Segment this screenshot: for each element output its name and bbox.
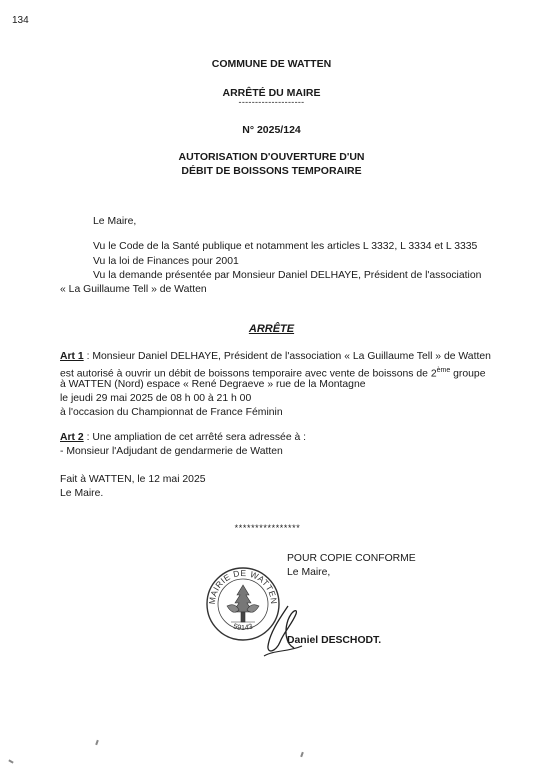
visa-3-line-1: Vu la demande présentée par Monsieur Daniel DELHAYE, Président de l'association	[93, 270, 482, 281]
commune-title: COMMUNE DE WATTEN	[211, 58, 332, 70]
visa-2: Vu la loi de Finances pour 2001	[93, 256, 239, 267]
article-2-label: Art 2	[60, 432, 84, 443]
article-1-text: : Monsieur Daniel DELHAYE, Président de l'association « La Guillaume Tell » de Watten	[83, 351, 491, 362]
article-1-line-2-end: groupe	[450, 368, 486, 380]
article-1-line-5: à l'occasion du Championnat de France Féminin	[60, 407, 283, 418]
article-2-line-2: - Monsieur l'Adjudant de gendarmerie de Watten	[60, 446, 283, 457]
decision-title: ARRÊTE	[248, 323, 295, 335]
mayor-name: Daniel DESCHODT.	[287, 635, 382, 646]
document-type: ARRÊTÉ DU MAIRE	[222, 87, 321, 99]
article-2-text: : Une ampliation de cet arrêté sera adressée à :	[83, 432, 307, 443]
separator-dashes: --------------------	[238, 97, 305, 107]
signatory-title: Le Maire.	[60, 488, 104, 499]
subject-line-1: AUTORISATION D'OUVERTURE D'UN	[178, 151, 365, 163]
visa-1: Vu le Code de la Santé publique et notamment les articles L 3332, L 3334 et L 3335	[93, 241, 478, 252]
svg-text:MAIRIE DE WATTEN: MAIRIE DE WATTEN	[206, 567, 280, 605]
preamble-intro: Le Maire,	[93, 216, 137, 227]
scan-mark	[95, 740, 99, 745]
article-1-line-3: à WATTEN (Nord) espace « René Degraeve » rue de la Montagne	[60, 379, 366, 390]
article-1-label: Art 1	[60, 351, 84, 362]
place-and-date: Fait à WATTEN, le 12 mai 2025	[60, 474, 206, 485]
subject-line-2: DÉBIT DE BOISSONS TEMPORAIRE	[181, 165, 362, 177]
copy-conforme: POUR COPIE CONFORME	[287, 553, 416, 564]
handwritten-signature	[258, 602, 313, 660]
article-1-line-1	[60, 351, 491, 363]
scan-mark	[8, 759, 13, 763]
article-2-line-1	[60, 432, 306, 444]
copy-mayor: Le Maire,	[287, 567, 331, 578]
page-number: 134	[12, 15, 29, 26]
scan-mark	[300, 752, 304, 757]
svg-text:59143: 59143	[232, 621, 254, 633]
superscript-ordinal: ème	[436, 367, 451, 374]
article-1-line-2-text: est autorisé à ouvrir un débit de boissons temporaire avec vente de boissons de 2	[60, 368, 437, 380]
article-1-line-4: le jeudi 29 mai 2025 de 08 h 00 à 21 h 00	[60, 393, 252, 404]
asterisk-separator: ****************	[234, 523, 301, 533]
arrete-number: N° 2025/124	[242, 124, 301, 136]
visa-3-line-2: « La Guillaume Tell » de Watten	[60, 284, 207, 295]
